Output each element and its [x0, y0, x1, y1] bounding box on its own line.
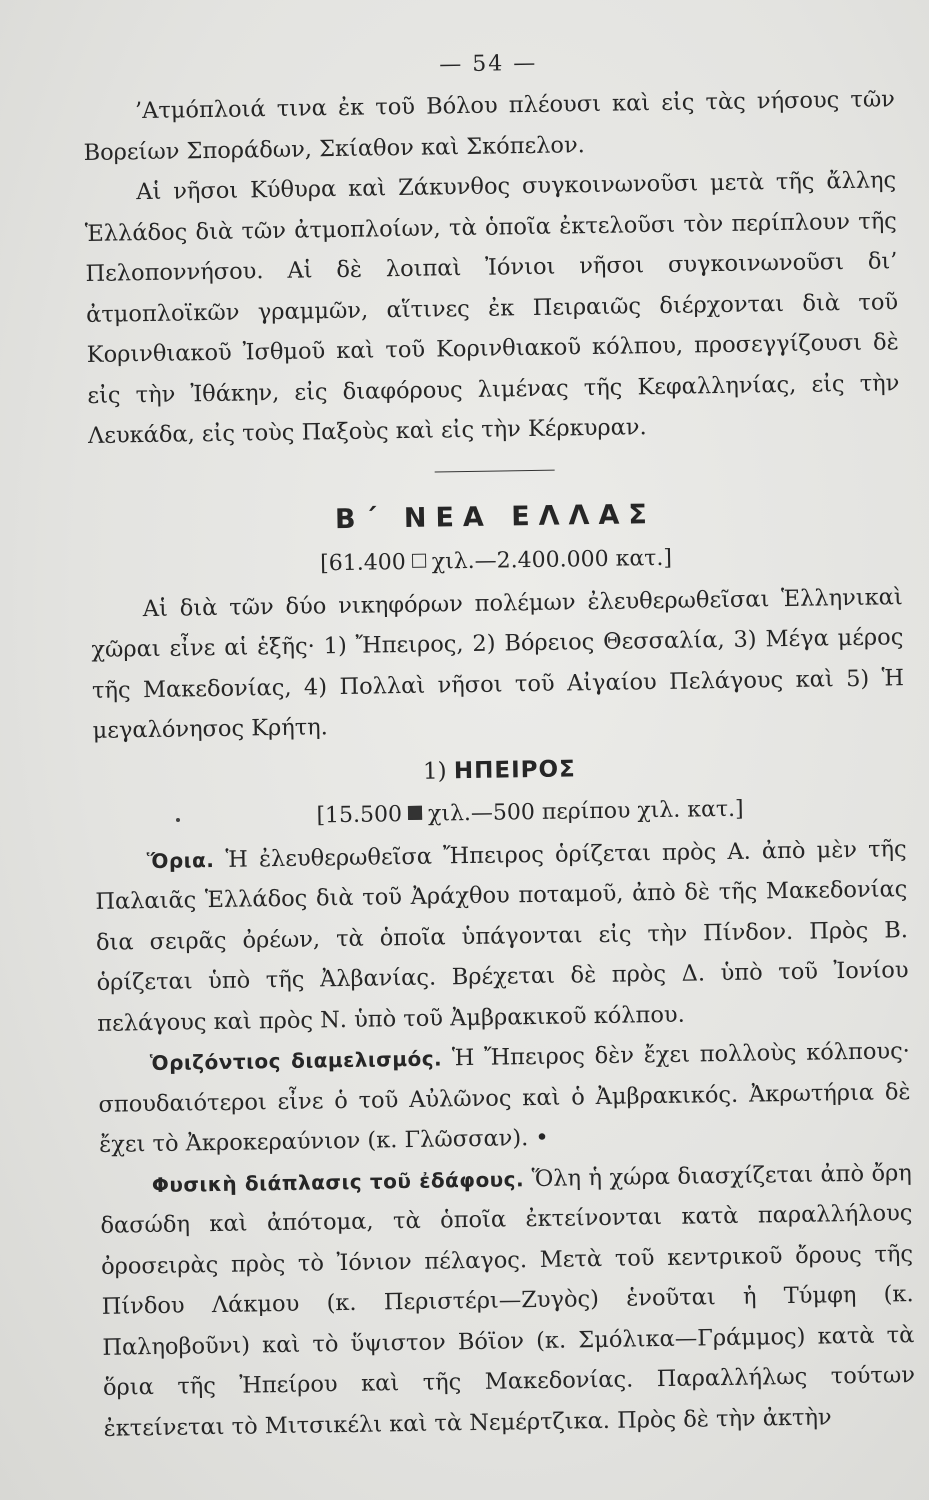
page-text-block [82, 37, 916, 1449]
coastline-text: Ἡ Ἤπειρος δὲν ἔχει πολλοὺς κόλπους· σπουδαιότεροι εἶνε ὁ τοῦ Αὐλῶνος καὶ ὁ Ἀμβρακικός. Ἀκρωτήρια δὲ ἔχει τὸ Ἀκροκεραύνιον (κ. Γλῶσσαν). • [98, 1038, 911, 1158]
terrain-text: Ὅλη ἡ χώρα διασχίζεται ἀπὸ ὄρη δασώδη καὶ ἀπότομα, τὰ ὁποῖα ἐκτείνονται κατὰ παραλλήλους ὀροσειρὰς πρὸς τὸ Ἰόνιον πέλαγος. Μετὰ τοῦ κεντρικοῦ ὄρους τῆς Πίνδου Λάκμου (κ. Περιστέρι—Ζυγὸς) ἑνοῦται ἡ Τύμφη (κ. Παληοβοῦνι) καὶ τὸ ὕψιστον Βόϊον (κ. Σμόλικα—Γράμμος) κατὰ τὰ ὅρια τῆς Ἠπείρου καὶ τῆς Μακεδονίας. Παραλλήλως τούτων ἐκτείνεται τὸ Μιτσικέλι καὶ τὰ Νεμέρτζικα. Πρὸς δὲ τὴν ἀκτὴν [100, 1159, 916, 1442]
section-divider [435, 469, 555, 472]
section-population: χιλ.—2.400.000 κατ.] [431, 545, 673, 575]
borders-heading: Ὅρια. [146, 847, 215, 873]
coastline-paragraph [98, 1031, 912, 1165]
subsection-population: χιλ.—500 περίπου χιλ. κατ.] [427, 796, 744, 827]
coastline-heading: Ὁριζόντιος διαμελισμός. [149, 1046, 443, 1076]
terrain-heading: Φυσικὴ διάπλασις τοῦ ἐδάφους. [151, 1166, 525, 1197]
section-area: [61.400 [320, 549, 406, 576]
borders-text: Ἡ ἐλευθερωθεῖσα Ἤπειρος ὁρίζεται πρὸς Α. ἀπὸ μὲν τῆς Παλαιᾶς Ἑλλάδος διὰ τοῦ Ἀράχθου ποταμοῦ, ἀπὸ δὲ τῆς Μακεδονίας δια σειρᾶς ὀρέων, τὰ ὁποῖα ὑπάγονται εἰς τὴν Πίνδον. Πρὸς Β. ὁρίζεται ὑπὸ τῆς Ἀλβανίας. Βρέχεται δὲ πρὸς Δ. ὑπὸ τοῦ Ἰονίου πελάγους καὶ πρὸς Ν. ὑπὸ τοῦ Ἀμβρακικοῦ κόλπου. [95, 835, 909, 1037]
square-symbol-icon [412, 553, 426, 567]
borders-paragraph [94, 829, 909, 1044]
subsection-area: [15.500 [316, 801, 403, 828]
section-heading: Β΄ ΝΕΑ ΕΛΛΑΣ [334, 498, 657, 535]
subsection-title: ΗΠΕΙΡΟΣ [453, 755, 576, 784]
intro-paragraph-1: ’Ατμόπλοιά τινα ἐκ τοῦ Βόλου πλέουσι καὶ εἰς τὰς νήσους τῶν Βορείων Σποράδων, Σκίαθον καὶ Σκόπελον. [83, 86, 896, 166]
intro-paragraph-2: Αἱ νῆσοι Κύθυρα καὶ Ζάκυνθος συγκοινωνοῦσι μετὰ τῆς ἄλλης Ἑλλάδος διὰ τῶν ἀτμοπλοίων, τὰ ὁποῖα ἐκτελοῦσι τὸν περίπλουν τῆς Πελοποννήσου. Αἱ δὲ λοιπαὶ Ἰόνιοι νῆσοι συγκοινωνοῦσι δι’ ἀτμοπλοϊκῶν γραμμῶν, αἵτινες ἐκ Πειραιῶς διέρχονται διὰ τοῦ Κορινθιακοῦ Ἰσθμοῦ καὶ τοῦ Κορινθιακοῦ κόλπου, προσεγγίζουσι δὲ εἰς τὴν Ἰθάκην, εἰς διαφόρους λιμένας τῆς Κεφαλληνίας, εἰς τὴν Λευκάδα, εἰς τοὺς Παξοὺς καὶ εἰς τὴν Κέρκυραν. [84, 167, 900, 449]
terrain-paragraph [100, 1153, 916, 1449]
page-number: — 54 — [439, 50, 538, 78]
section-paragraph: Αἱ διὰ τῶν δύο νικηφόρων πολέμων ἐλευθερωθεῖσαι Ἑλληνικαὶ χῶραι εἶνε αἱ ἑξῆς· 1) Ἤπειρος, 2) Βόρειος Θεσσαλία, 3) Μέγα μέρος τῆς Μακεδονίας, 4) Πολλαὶ νῆσοι τοῦ Αἰγαίου Πελάγους καὶ 5) Ἡ μεγαλόνησος Κρήτη. [91, 583, 905, 744]
subsection-number: 1) [422, 757, 447, 785]
filled-square-symbol-icon [408, 805, 422, 819]
